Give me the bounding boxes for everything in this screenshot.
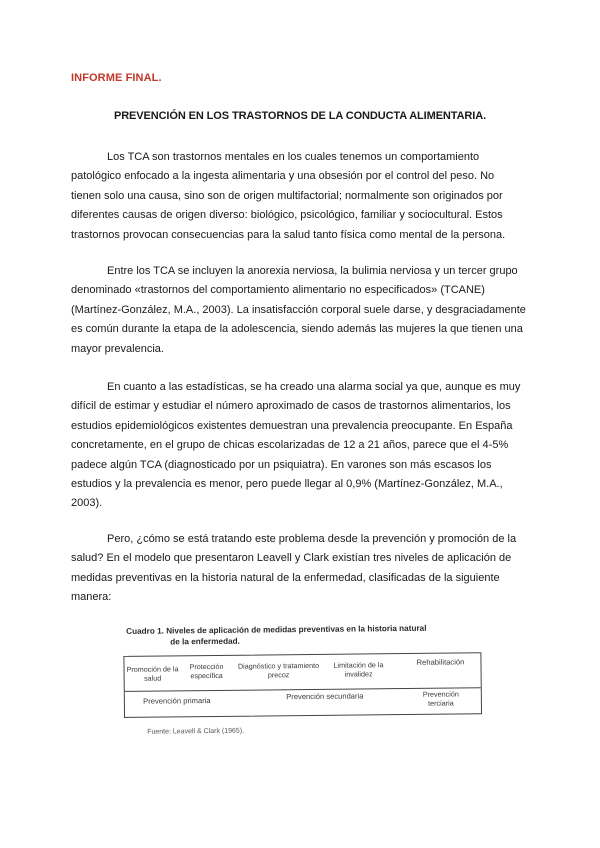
prevention-levels-table	[123, 652, 482, 718]
paragraph-prevention-model: Pero, ¿cómo se está tratando este problema desde la prevención y promoción de la salud? En el modelo que presentaron Leavell y Clark existían tres niveles de aplicación de medidas preventivas en la historia natural de la enfermedad, clasificadas de la siguiente manera:	[71, 533, 517, 604]
figure-caption-line1: Cuadro 1. Niveles de aplicación de medidas preventivas en la historia natural	[126, 623, 427, 636]
prevention-levels-figure	[118, 614, 489, 758]
paragraph-statistics: En cuanto a las estadísticas, se ha creado una alarma social ya que, aunque es muy difícil de estimar y estudiar el número aproximado de casos de trastornos alimentarios, los estudios epidemiológicos existentes demuestran una prevalencia preocupante. En España concretamente, en el grupo de chicas escolarizadas de 12 a 21 años, parece que el 4-5% padece algún TCA (diagnosticado por un psiquiatra). En varones son más escasos los estudios y la prevalencia es menor, pero puede llegar al 0,9% (Martínez-González, M.A., 2003).	[71, 381, 521, 510]
cell-early-diagnosis: Diagnóstico y tratamiento precoz	[237, 660, 320, 680]
figure-caption	[126, 622, 476, 648]
document-title: PREVENCIÓN EN LOS TRASTORNOS DE LA CONDUCTA ALIMENTARIA.	[113, 110, 487, 122]
paragraph-tca-types: Entre los TCA se incluyen la anorexia nerviosa, la bulimia nerviosa y un tercer grupo denominado «trastornos del comportamiento alimentario no especificados» (TCANE) (Martínez-González, M.A., 2003). La insatisfacción corporal suele darse, y desgraciadamente es común durante la etapa de la adolescencia, siendo además las mujeres la que tienen una mayor prevalencia.	[71, 265, 526, 355]
figure-caption-line2: de la enfermedad.	[170, 636, 240, 647]
figure-source: Fuente: Leavell & Clark (1965).	[147, 727, 245, 736]
cell-disability-limitation: Limitación de la invalidez	[333, 660, 384, 679]
cell-secondary-prevention: Prevención secundaria	[286, 691, 364, 702]
paragraph-tca-definition: Los TCA son trastornos mentales en los cuales tenemos un comportamiento patológico enfocado a la ingesta alimentaria y una obsesión por el control del peso. No tienen solo una causa, sino son de origen multifactorial; normalmente son originados por diferentes causas de origen diverso: biológico, psicológico, familiar y sociocultural. Estos trastornos provocan consecuencias para la salud tanto física como mental de la persona.	[71, 151, 506, 241]
cell-health-promotion: Promoción de la salud	[126, 664, 179, 683]
cell-specific-protection: Protección específica	[189, 661, 224, 680]
cell-primary-prevention: Prevención primaria	[143, 696, 211, 706]
report-label: INFORME FINAL.	[71, 72, 162, 84]
cell-tertiary-prevention: Prevención terciaria	[422, 689, 459, 708]
cell-rehabilitation: Rehabilitación	[416, 657, 465, 667]
